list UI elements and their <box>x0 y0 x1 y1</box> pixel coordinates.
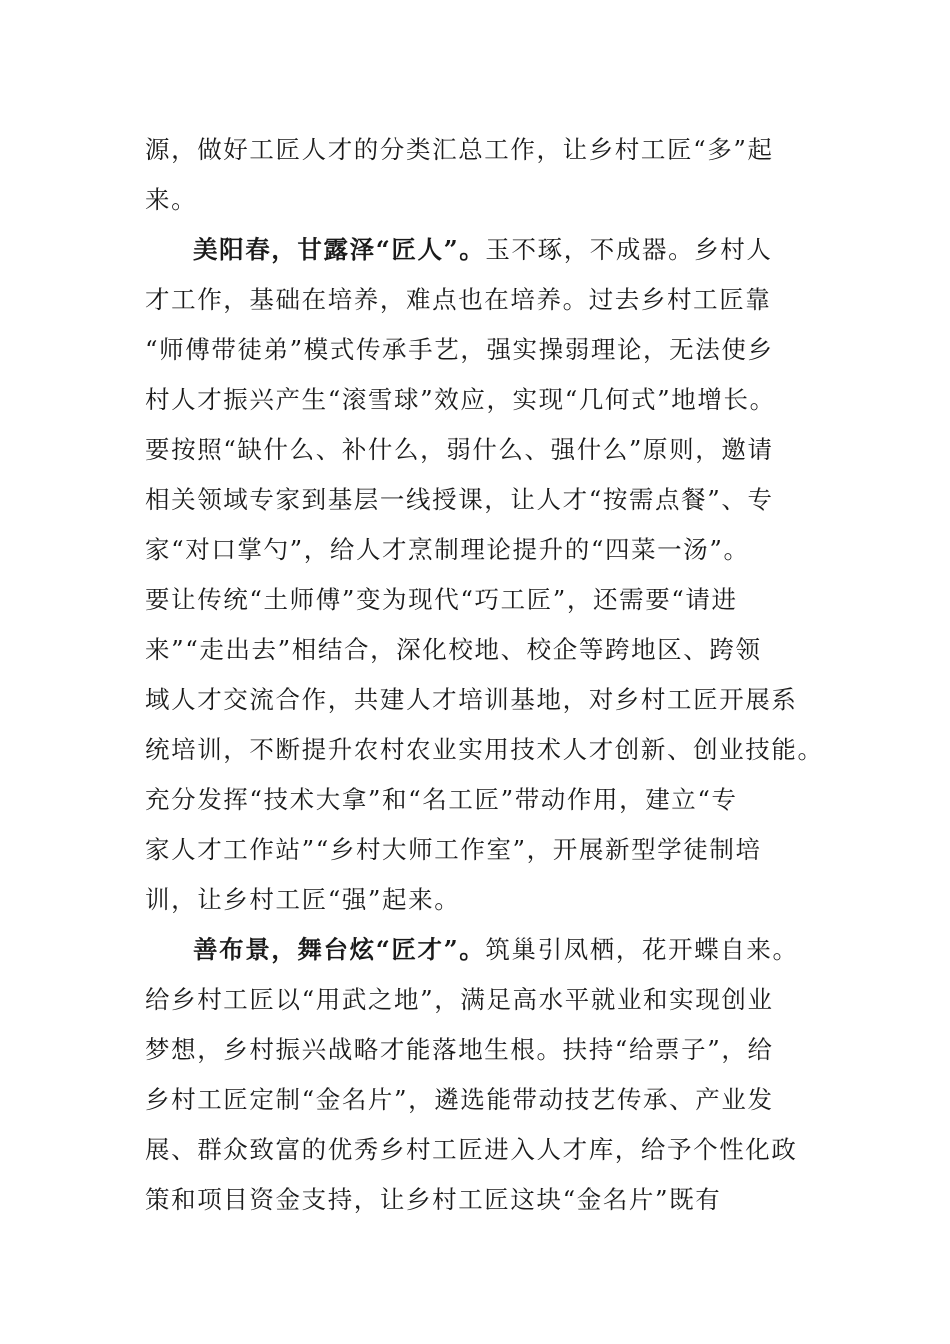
line-text: 玉不琢，不成器。乡村人 <box>485 235 773 264</box>
paragraph-heading: 美阳春，甘露泽“匠人”。 <box>193 235 486 264</box>
text-line <box>145 1034 774 1066</box>
text-line <box>145 834 762 866</box>
text-line <box>145 584 738 616</box>
line-text: 相关领域专家到基层一线授课，让人才“按需点餐”、专 <box>145 485 774 514</box>
text-line <box>145 284 771 316</box>
line-text: 乡村工匠定制“金名片”，遴选能带动技艺传承、产业发 <box>145 1085 774 1114</box>
text-line <box>145 1084 774 1116</box>
text-line <box>145 484 774 516</box>
line-text: 统培训，不断提升农村农业实用技术人才创新、创业技能。 <box>145 735 824 764</box>
line-text: 筑巢引凤栖，花开蝶自来。 <box>485 935 799 964</box>
text-line <box>145 984 774 1016</box>
line-text: 充分发挥“技术大拿”和“名工匠”带动作用，建立“专 <box>145 785 738 814</box>
text-line <box>145 734 824 766</box>
text-line <box>145 684 798 716</box>
line-text: 策和项目资金支持，让乡村工匠这块“金名片”既有 <box>145 1185 722 1214</box>
paragraph-heading: 善布景，舞台炫“匠才”。 <box>193 935 486 964</box>
line-text: 要按照“缺什么、补什么，弱什么、强什么”原则，邀请 <box>145 435 774 464</box>
line-text: 训，让乡村工匠“强”起来。 <box>145 885 461 914</box>
paragraph-start-line <box>193 234 773 266</box>
text-line <box>145 134 774 166</box>
text-line <box>145 1184 721 1216</box>
text-line <box>145 784 738 816</box>
line-text: 来。 <box>145 185 198 214</box>
line-text: 给乡村工匠以“用武之地”，满足高水平就业和实现创业 <box>145 985 774 1014</box>
line-text: 展、群众致富的优秀乡村工匠进入人才库，给予个性化政 <box>145 1135 798 1164</box>
paragraph-start-line <box>193 934 799 966</box>
line-text: 来”“走出去”相结合，深化校地、校企等跨地区、跨领 <box>145 635 762 664</box>
line-text: 源，做好工匠人才的分类汇总工作，让乡村工匠“多”起 <box>145 135 774 164</box>
line-text: “师傅带徒弟”模式传承手艺，强实操弱理论，无法使乡 <box>145 335 774 364</box>
text-line <box>145 184 197 216</box>
text-line <box>145 634 762 666</box>
line-text: 才工作，基础在培养，难点也在培养。过去乡村工匠靠 <box>145 285 772 314</box>
line-text: 家“对口掌勺”，给人才烹制理论提升的“四菜一汤”。 <box>145 535 750 564</box>
line-text: 村人才振兴产生“滚雪球”效应，实现“几何式”地增长。 <box>145 385 776 414</box>
text-line <box>145 534 750 566</box>
text-line <box>145 434 774 466</box>
text-line <box>145 334 774 366</box>
text-line <box>145 1134 798 1166</box>
line-text: 要让传统“土师傅”变为现代“巧工匠”，还需要“请进 <box>145 585 738 614</box>
text-line <box>145 384 776 416</box>
text-line <box>145 884 460 916</box>
line-text: 域人才交流合作，共建人才培训基地，对乡村工匠开展系 <box>145 685 798 714</box>
line-text: 家人才工作站”“乡村大师工作室”，开展新型学徒制培 <box>145 835 762 864</box>
line-text: 梦想，乡村振兴战略才能落地生根。扶持“给票子”，给 <box>145 1035 774 1064</box>
